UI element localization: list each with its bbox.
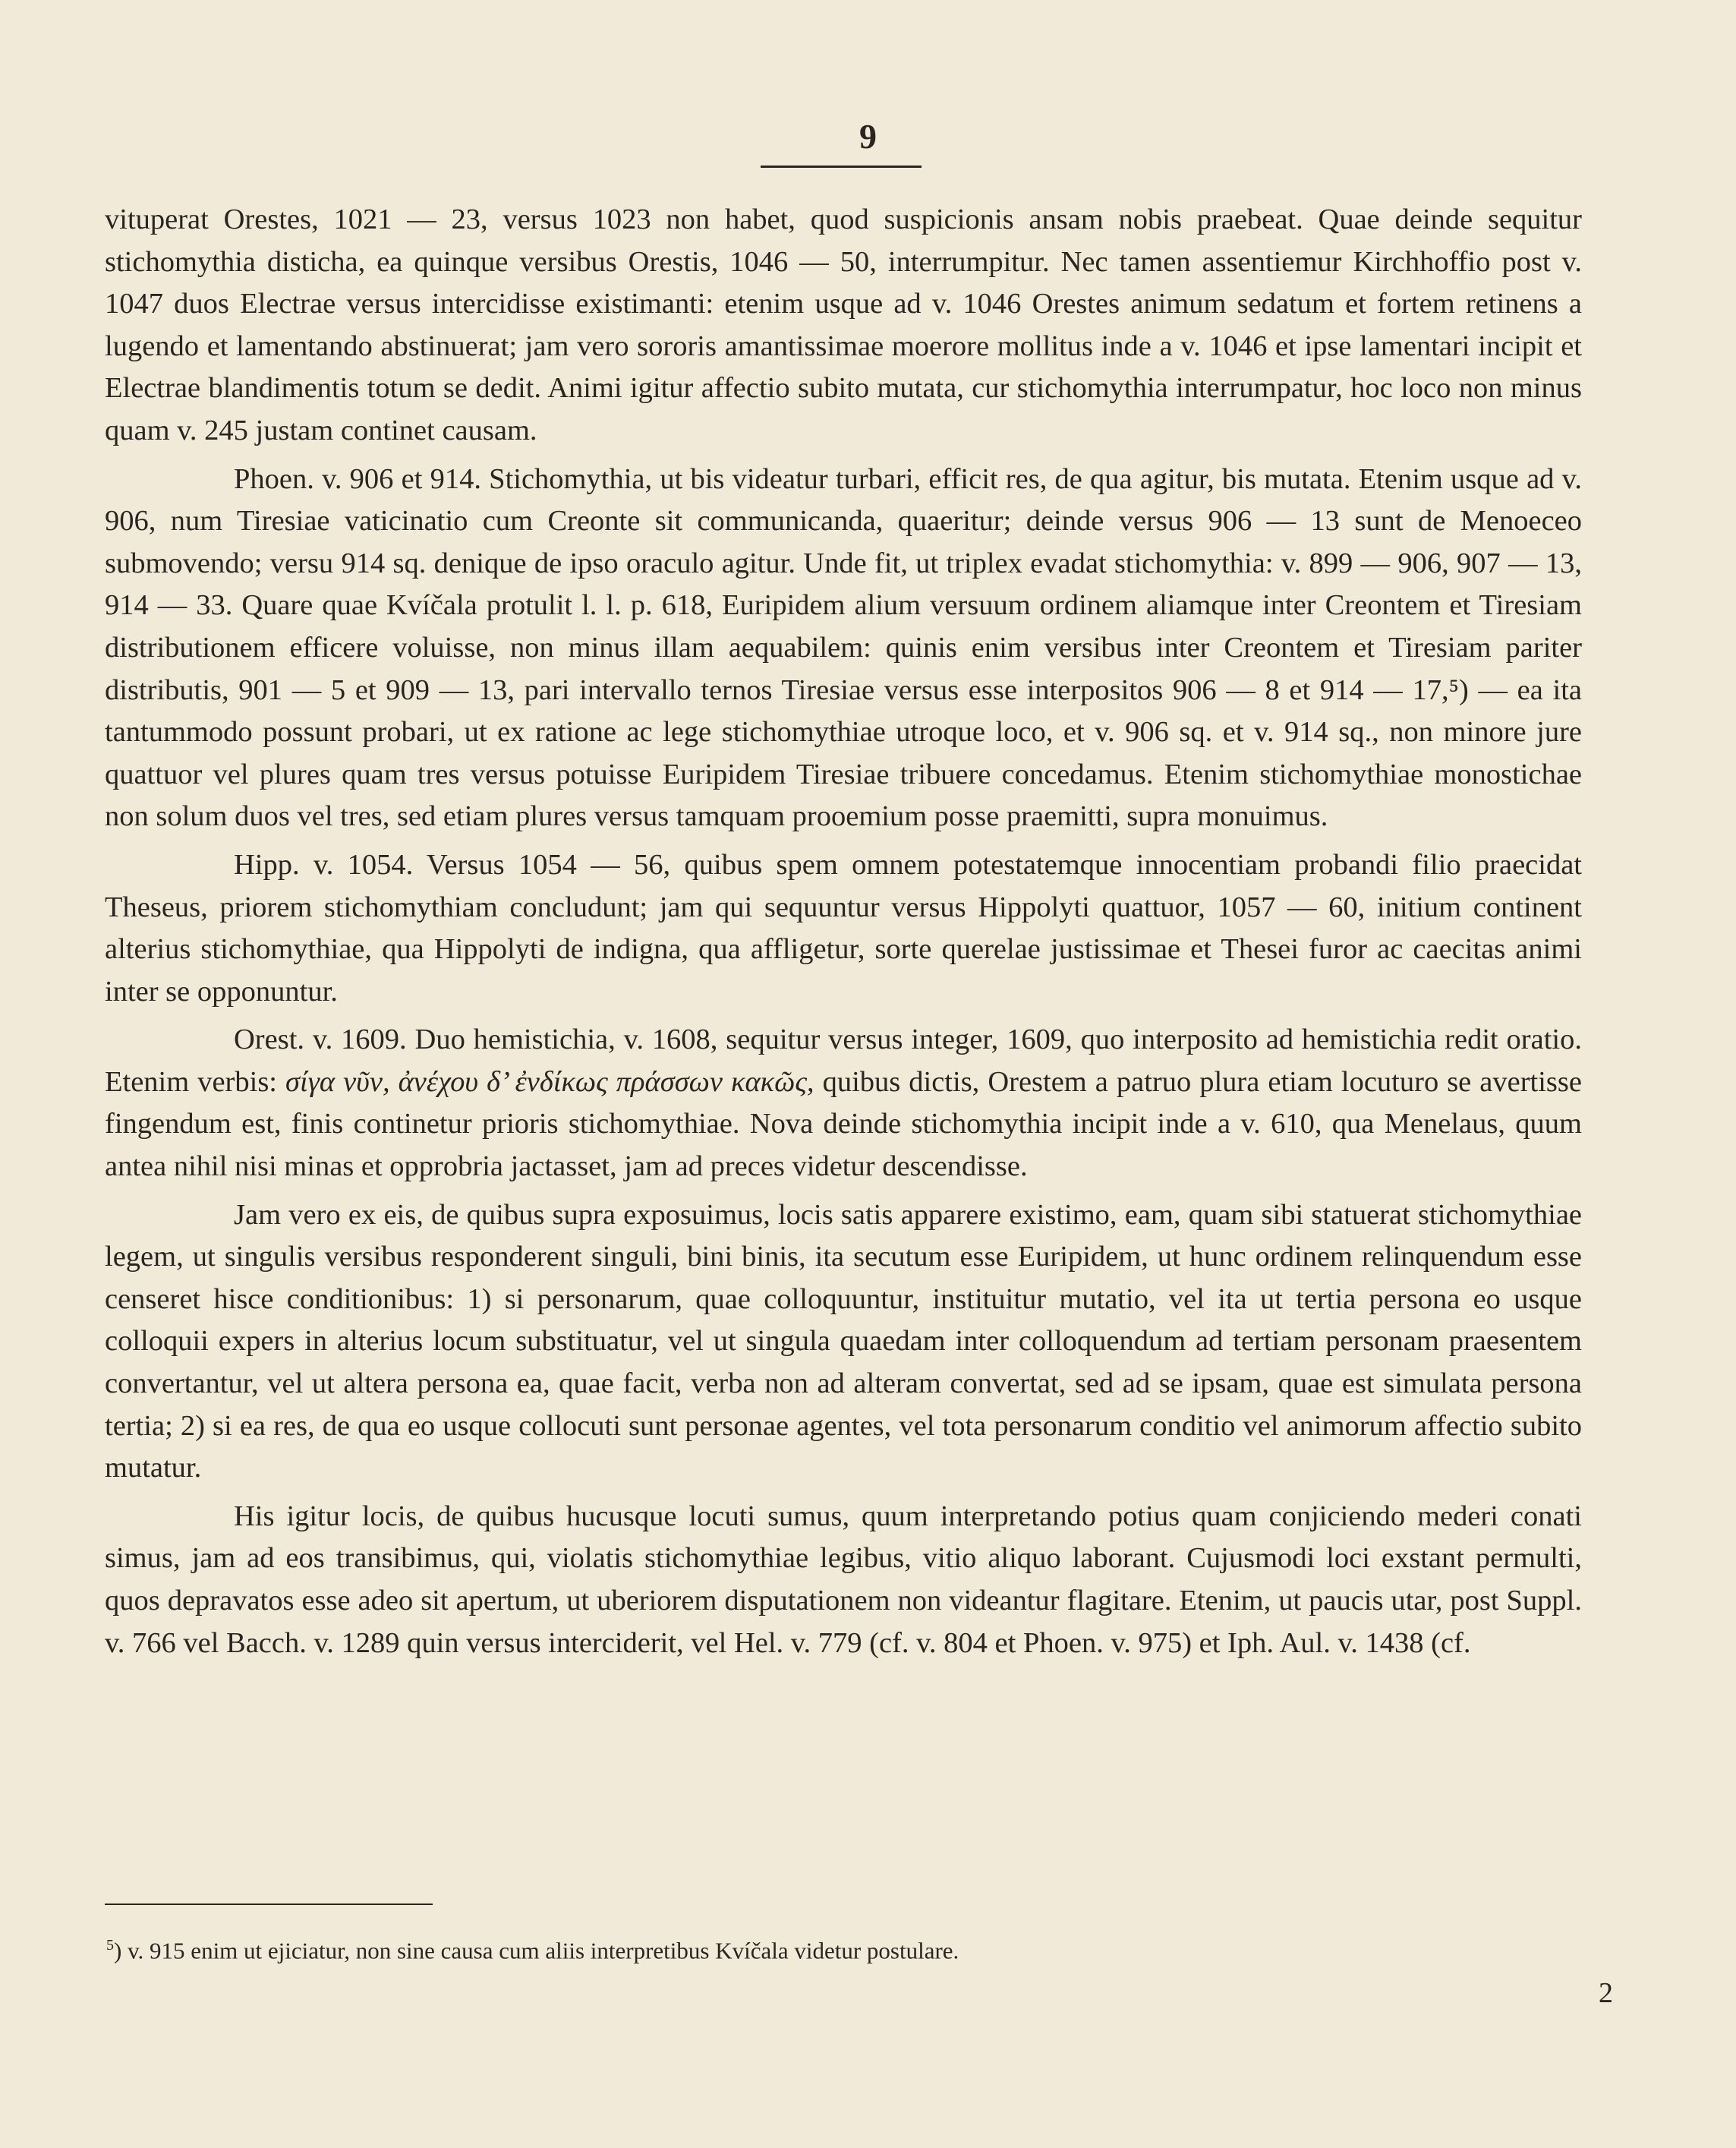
paragraph-conclusion: Jam vero ex eis, de quibus supra exposuimus, locis satis apparere existimo, eam, quam sibi statuerat stichomythiae legem, ut singulis versibus responderent singuli, bini binis, ita secutum esse Euripidem, ut hunc ordinem relinquendum esse censeret hisce conditionibus: 1) si personarum, quae colloquuntur, instituitur mutatio, vel ita ut tertia persona eo usque colloquii expers in alterius locum substituatur, vel ut singula quaedam inter colloquendum ad tertiam personam praesentem convertantur, vel ut altera persona ea, quae facit, verba non ad alteram convertat, sed ad se ipsam, quae est simulata persona tertia; 2) si ea res, de qua eo usque collocuti sunt personae agentes, vel tota personarum conditio vel animorum affectio subito mutatur. [105,1198,1582,1484]
page-number: 9 [859,117,877,156]
paragraph-orestes [105,1019,1582,1188]
paragraph-hippolytus: Hipp. v. 1054. Versus 1054 — 56, quibus spem omnem potestatemque innocentiam probandi filio praecidat Theseus, priorem stichomythiam concludunt; jam qui sequuntur versus Hippolyti quattuor, 1057 — 60, initium continent alterius stichomythiae, qua Hippolyti de indigna, qua affligetur, sorte querelae justissimae et Thesei furor ac caecitas animi inter se opponuntur. [105,848,1582,1008]
signature-mark: 2 [1599,1977,1613,2009]
paragraph-phoenissae: Phoen. v. 906 et 914. Stichomythia, ut bis videatur turbari, efficit res, de qua agitur, bis mutata. Etenim usque ad v. 906, num Tiresiae vaticinatio cum Creonte sit communicanda, quaeritur; deinde versus 906 — 13 sunt de Menoeceo submovendo; versu 914 sq. denique de ipso oraculo agitur. Unde fit, ut triplex evadat stichomythia: v. 899 — 906, 907 — 13, 914 — 33. Quare quae Kvíčala protulit l. l. p. 618, Euripidem alium versuum ordinem aliamque inter Creontem et Tiresiam distributionem efficere voluisse, non minus illam aequabilem: quinis enim versibus inter Creontem et Tiresiam pariter distributis, 901 — 5 et 909 — 13, pari intervallo ternos Tiresiae versus esse interpositos 906 — 8 et 914 — 17,⁵) — ea ita tantummodo possunt probari, ut ex ratione ac lege stichomythiae utroque loco, et v. 906 sq. et v. 914 sq., non minore jure quattuor vel plures quam tres versus potuisse Euripidem Tiresiae tribuere concedamus. Etenim stichomythiae monostichae non solum duos vel tres, sed etiam plures versus tamquam prooemium posse praemitti, supra monuimus. [105,462,1582,833]
footnote-marker: 5 [106,1937,114,1954]
orestes-text-after: quibus dictis, Orestem a patruo plura etiam locuturo se avertisse fingendum est, finis continetur prioris stichomythiae. Nova deinde stichomythia incipit inde a v. 610, qua Menelaus, quum antea nihil nisi minas et opprobria jactasset, jam ad preces videtur descendisse. [105,1065,1582,1183]
footnote [106,1929,1583,1967]
orestes-text-before: Orest. v. 1609. Duo hemistichia, v. 1608, sequitur versus integer, 1609, quo interposito ad hemistichia redit oratio. Etenim verbis: [105,1024,1582,1098]
header-rule [761,166,922,168]
paragraph-corrupt-passages: His igitur locis, de quibus hucusque locuti sumus, quum interpretando potius quam conjiciendo mederi conati simus, jam ad eos transibimus, qui, violatis stichomythiae legibus, vitio aliquo laborant. Cujusmodi loci exstant permulti, quos depravatos esse adeo sit apertum, ut uberiorem disputationem non videantur flagitare. Etenim, ut paucis utar, post Suppl. v. 766 vel Bacch. v. 1289 quin versus interciderit, vel Hel. v. 779 (cf. v. 804 et Phoen. v. 975) et Iph. Aul. v. 1438 (cf. [105,1500,1582,1659]
footnote-text: ) v. 915 enim ut ejiciatur, non sine causa cum aliis interpretibus Kvíčala videtur postulare. [114,1937,959,1964]
greek-quotation: σίγα νῦν, ἀνέχου δ’ ἐνδίκως πράσσων κακῶς, [285,1065,814,1098]
footnote-rule [105,1904,433,1905]
body-text [105,199,1582,1670]
paragraph-electra: vituperat Orestes, 1021 — 23, versus 1023 non habet, quod suspicionis ansam nobis praebeat. Quae deinde sequitur stichomythia disticha, ea quinque versibus Orestis, 1046 — 50, interrumpitur. Nec tamen assentiemur Kirchhoffio post v. 1047 duos Electrae versus intercidisse existimanti: etenim usque ad v. 1046 Orestes animum sedatum et fortem retinens a lugendo et lamentando abstinuerat; jam vero sororis amantissimae moerore mollitus inde a v. 1046 et ipse lamentari incipit et Electrae blandimentis totum se dedit. Animi igitur affectio subito mutata, cur stichomythia interrumpatur, hoc loco non minus quam v. 245 justam continet causam. [105,203,1582,446]
